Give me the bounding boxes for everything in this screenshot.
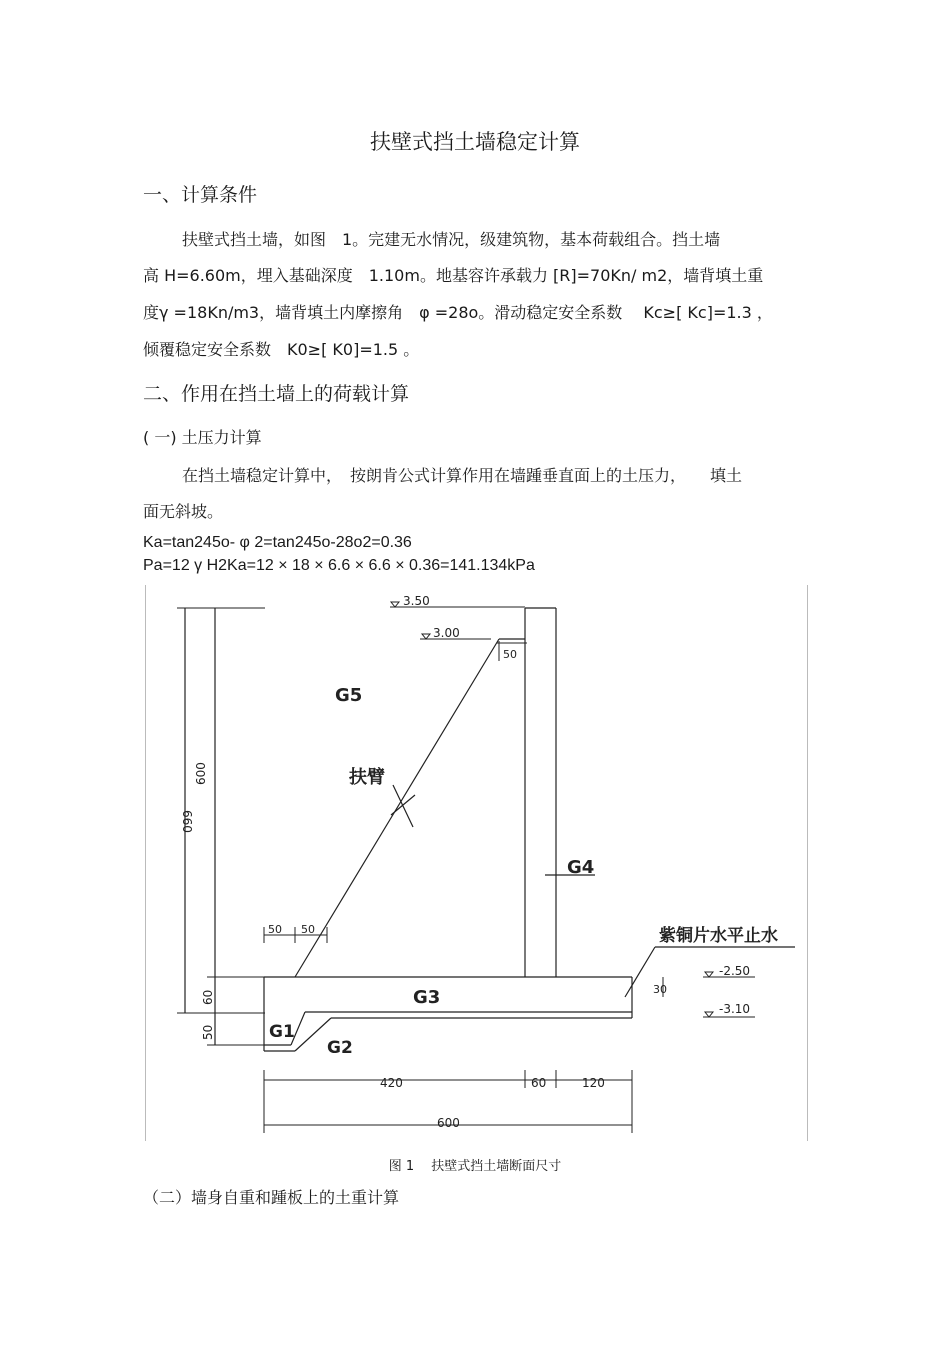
elev-1-label: -2.50 [719, 964, 751, 978]
water-stop-leader [625, 947, 655, 997]
g5-label: G5 [335, 685, 363, 706]
dim-50-a-label: 50 [268, 923, 282, 936]
paragraph-line: 面无斜坡。 [143, 502, 224, 521]
elevation-triangle-icon [705, 1012, 713, 1017]
formula-ka: Ka=tan245o- φ 2=tan245o-28o2=0.36 [143, 534, 412, 551]
dim-600-h-label: 600 [437, 1116, 460, 1130]
dim-660-label: 660 [180, 810, 194, 833]
section-2-heading: 二、作用在挡土墙上的荷载计算 [143, 383, 410, 405]
dim-600-v-label: 600 [194, 762, 208, 785]
formula-pa: Pa=12 γ H2Ka=12 × 18 × 6.6 × 6.6 × 0.36=141.134kPa [143, 557, 535, 574]
paragraph-line: 扶壁式挡土墙，如图 1。完建无水情况，级建筑物，基本荷载组合。挡土墙 [182, 230, 721, 249]
dim-50-b-label: 50 [301, 923, 315, 936]
elevation-triangle-icon [422, 634, 430, 639]
dim-30-label: 30 [653, 983, 667, 996]
dim-60-v-label: 60 [201, 989, 215, 1005]
g3-label: G3 [413, 987, 441, 1008]
page-title: 扶壁式挡土墙稳定计算 [370, 130, 580, 154]
elevation-triangle-icon [705, 972, 713, 977]
wall-section-figure [145, 585, 808, 1141]
g1-label: G1 [269, 1022, 295, 1042]
dim-120-label: 120 [582, 1076, 605, 1090]
subsection-2-heading: （二）墙身自重和踵板上的土重计算 [143, 1188, 400, 1207]
elevation-triangle-icon [391, 602, 399, 607]
dim-420-label: 420 [380, 1076, 403, 1090]
dim-60-h-label: 60 [531, 1076, 547, 1090]
paragraph-line: 在挡土墙稳定计算中， 按朗肯公式计算作用在墙踵垂直面上的土压力， 填土 [182, 466, 743, 485]
dim-50-v-label: 50 [201, 1024, 215, 1040]
dim-50-top-label: 50 [503, 648, 517, 661]
water-stop-label: 紫铜片水平止水 [659, 926, 778, 946]
paragraph-line: 高 H=6.60m，埋入基础深度 1.10m。地基容许承载力 [R]=70Kn/ m2，墙背填土重 [143, 266, 764, 285]
section-1-heading: 一、计算条件 [143, 184, 258, 206]
elev-rib-label: 3.00 [433, 626, 460, 640]
paragraph-line: 倾覆稳定安全系数 K0≥[ K0]=1.5 。 [143, 340, 420, 359]
paragraph-line: 度γ =18Kn/m3，墙背填土内摩擦角 φ =28o。滑动稳定安全系数 Kc≥[ Kc]=1.3 ， [143, 303, 773, 322]
g2-label: G2 [327, 1038, 353, 1058]
figure-caption: 图 1 扶壁式挡土墙断面尺寸 [388, 1159, 562, 1174]
rib-leader [393, 785, 413, 827]
rib-edge [295, 639, 499, 977]
subsection-1-heading: ( 一) 土压力计算 [143, 428, 262, 447]
rib-label: 扶臂 [349, 767, 385, 788]
g4-label: G4 [567, 857, 595, 878]
elev-top-label: 3.50 [403, 594, 430, 608]
elev-2-label: -3.10 [719, 1002, 751, 1016]
